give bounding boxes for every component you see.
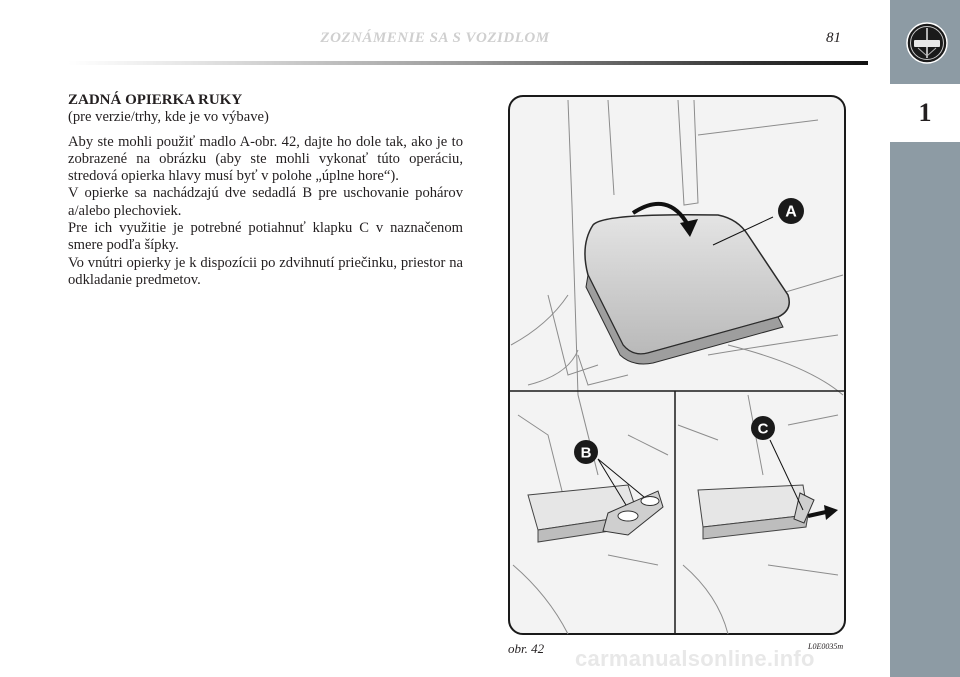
- lancia-logo-icon: [906, 22, 948, 64]
- section-subtitle: (pre verzie/trhy, kde je vo výbave): [68, 109, 269, 126]
- section-title: ZADNÁ OPIERKA RUKY: [68, 92, 243, 108]
- chapter-number: 1: [918, 98, 932, 127]
- figure-code: L0E0035m: [808, 642, 844, 651]
- header-rule: [68, 61, 868, 65]
- paragraph: V opierke sa nachádzajú dve sedadlá B pre uschovanie pohárov a/alebo plechoviek.: [68, 185, 463, 219]
- label-b: B: [580, 444, 592, 462]
- page-number: 81: [826, 30, 841, 46]
- label-a: A: [785, 203, 797, 221]
- section-text: [68, 92, 463, 289]
- paragraph: Vo vnútri opierky je k dispozícii po zdvihnutí priečinku, priestor na odkladanie predmetov.: [68, 254, 463, 288]
- label-c: C: [757, 420, 769, 438]
- armrest-illustration: [508, 95, 846, 635]
- watermark: carmanualsonline.info: [575, 646, 815, 671]
- paragraph: Pre ich využitie je potrebné potiahnuť klapku C v naznačenom smere podľa šípky.: [68, 220, 463, 254]
- running-title: ZOZNÁMENIE SA S VOZIDLOM: [320, 30, 550, 46]
- paragraph: Aby ste mohli použiť madlo A-obr. 42, dajte ho dole tak, ako je to zobrazené na obrázku (aby ste mohli vykonať túto operáciu, stredová opierka hlavy musí byť v polohe „úplne hore“).: [68, 133, 463, 185]
- figure-caption: obr. 42: [508, 641, 545, 656]
